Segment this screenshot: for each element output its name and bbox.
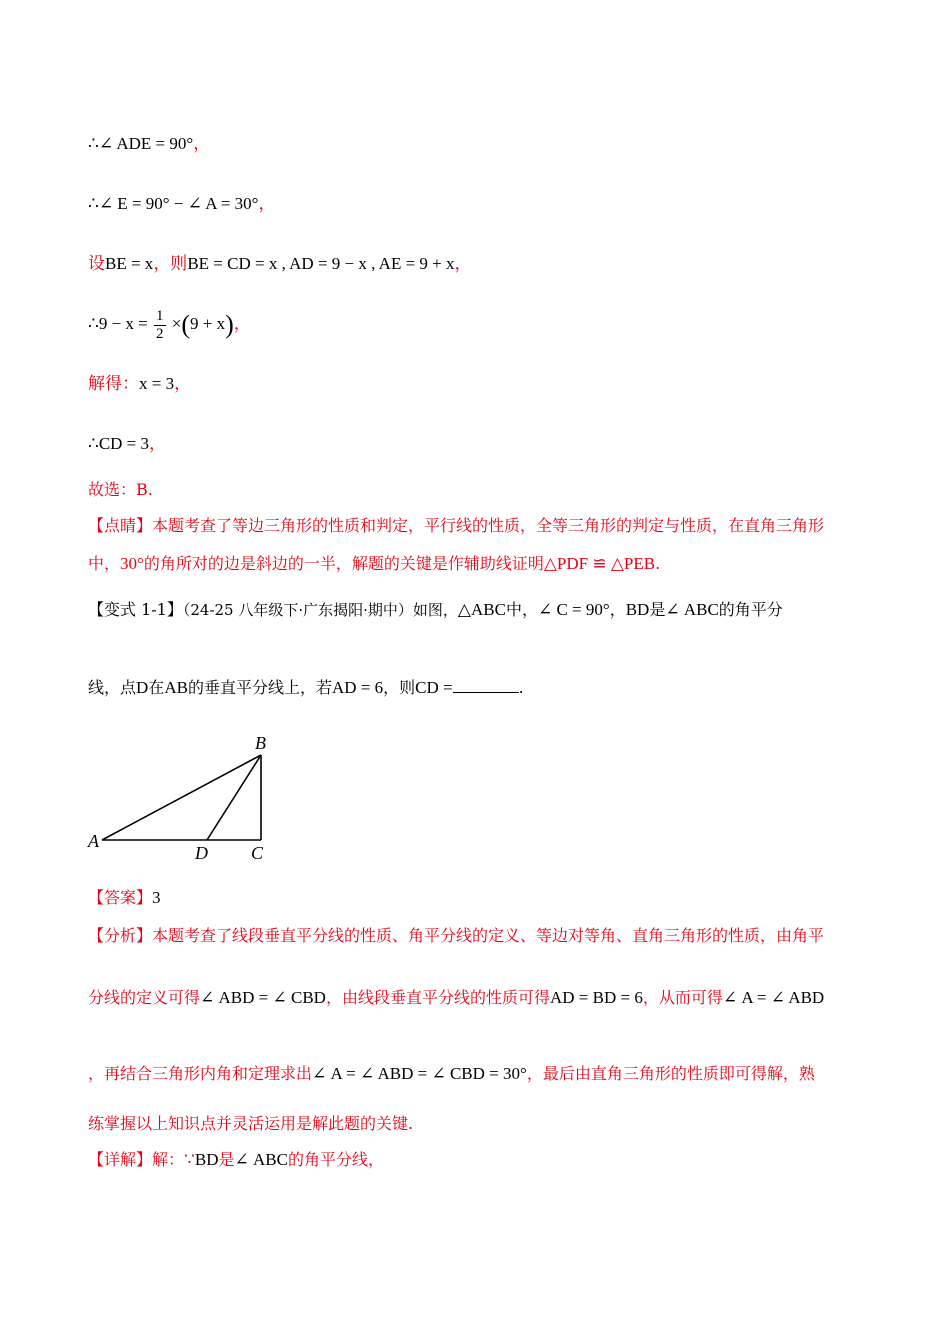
choice-answer: 故选：B. (88, 480, 153, 499)
analysis-line-1: 【分析】本题考查了线段垂直平分线的性质、角平分线的定义、等边对等角、直角三角形的性质，由角平 (88, 926, 825, 945)
step-cd-result: ∴CD = 3， (88, 434, 167, 453)
answer-value: 3 (152, 888, 161, 907)
label-d: D (195, 843, 208, 863)
math-angle-ade: ∴∠ ADE = 90° (88, 134, 194, 153)
analysis-line-2: 分线的定义可得∠ ABD = ∠ CBD，由线段垂直平分线的性质可得AD = BD = 6，从而可得∠ A = ∠ ABD (88, 988, 825, 1007)
label-c: C (251, 843, 264, 863)
fraction-half: $\frac{1}{2}$ (156, 307, 164, 342)
dianjing-line-1: 【点睛】本题考查了等边三角形的性质和判定，平行线的性质，全等三角形的判定与性质，在直角三角形 (88, 516, 825, 535)
analysis-tag: 【分析】 (88, 926, 153, 945)
variant-line-1: 【变式 1-1】（24-25 八年级下·广东揭阳·期中）如图，△ABC中，∠ C = 90°，BD是∠ ABC的角平分 (88, 600, 783, 619)
math-angle-e: ∴∠ E = 90° − ∠ A = 30° (88, 194, 259, 213)
segment-ab (102, 755, 261, 840)
segment-bd (207, 755, 261, 840)
step-angle-ade: ∴∠ ADE = 90°， (88, 134, 211, 153)
step-set-variable: 设BE = x，则BE = CD = x , AD = 9 − x , AE = 9 + x， (88, 254, 472, 273)
label-b: B (255, 733, 266, 753)
step-equation: ∴9 − x = $\frac{1}{2}$ ×(9 + x)， (88, 307, 251, 342)
step-angle-e: ∴∠ E = 90° − ∠ A = 30°， (88, 194, 276, 213)
detail-line: 【详解】解：∵BD是∠ ABC的角平分线， (88, 1150, 384, 1169)
analysis-line-4: 练掌握以上知识点并灵活运用是解此题的关键. (88, 1114, 414, 1133)
triangle-figure (80, 726, 280, 866)
answer-blank (453, 678, 519, 693)
dianjing-tag: 【点睛】 (88, 516, 153, 535)
answer-tag: 【答案】 (88, 888, 153, 907)
variant-line-2: 线，点D在AB的垂直平分线上，若AD = 6，则CD = . (88, 678, 524, 697)
step-solve: 解得：x = 3， (88, 374, 192, 393)
variant-tag: 【变式 1-1】 (88, 600, 183, 619)
label-a: A (88, 831, 99, 851)
analysis-line-3: ，再结合三角形内角和定理求出∠ A = ∠ ABD = ∠ CBD = 30°，最后由直角三角形的性质即可得解，熟 (88, 1064, 815, 1083)
answer-line (88, 888, 161, 908)
detail-tag: 【详解】 (88, 1150, 153, 1169)
dianjing-line-2: 中，30°的角所对的边是斜边的一半，解题的关键是作辅助线证明△PDF ≌ △PEB. (88, 554, 661, 573)
